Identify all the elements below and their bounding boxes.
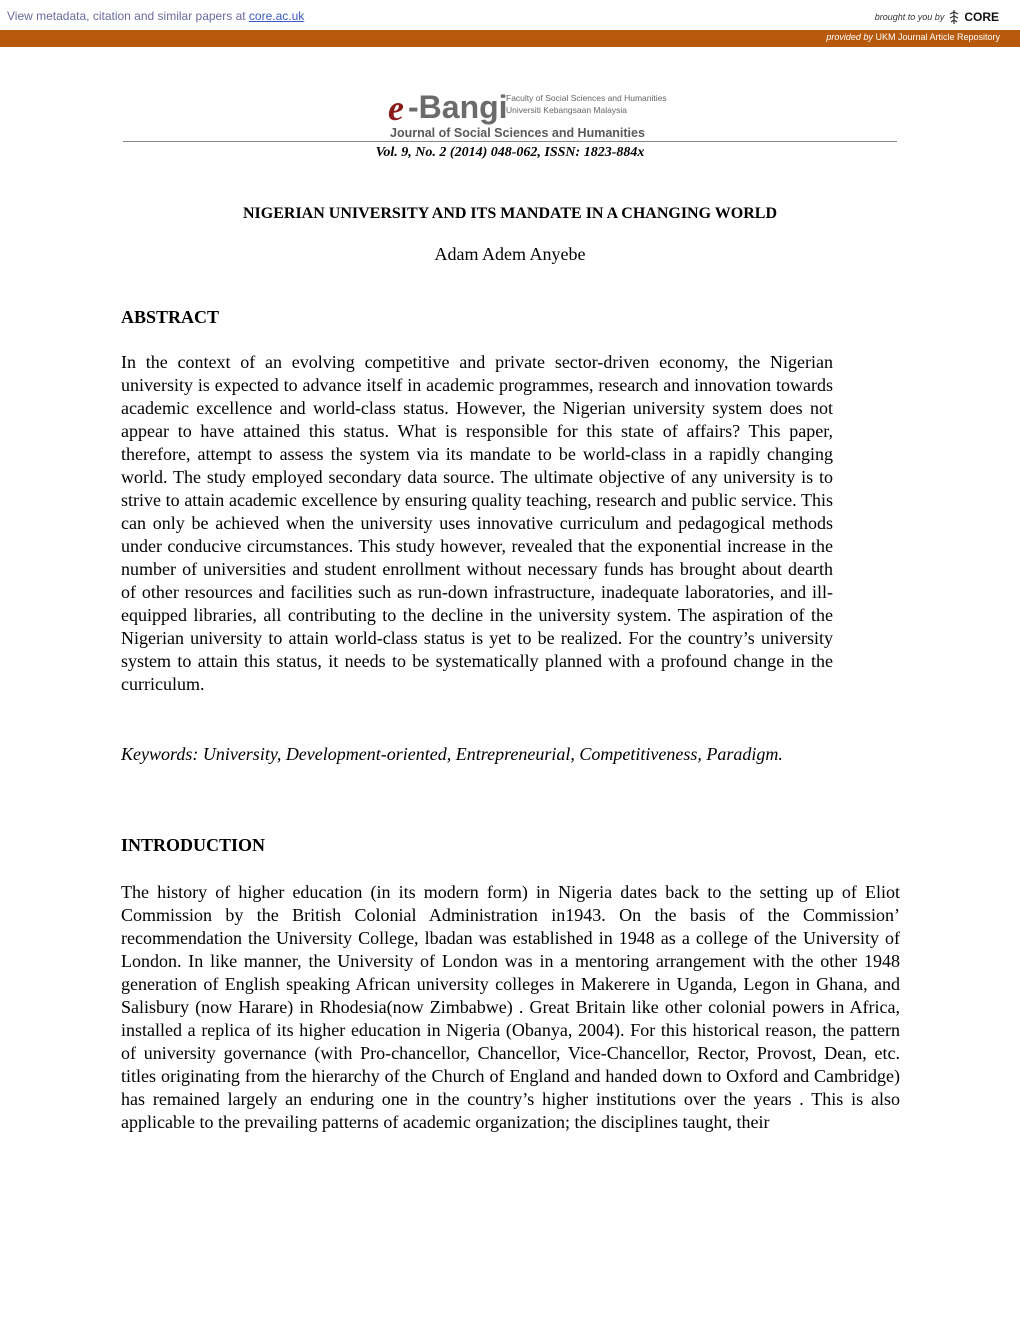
article-author: Adam Adem Anyebe (434, 244, 586, 264)
header-divider (123, 141, 897, 142)
core-brand[interactable] (875, 9, 999, 25)
core-banner (0, 0, 1020, 30)
abstract-heading: ABSTRACT (121, 307, 220, 327)
core-link[interactable]: core.ac.uk (248, 9, 305, 23)
provided-by (826, 32, 1000, 42)
core-label: CORE (964, 10, 999, 24)
introduction-heading: INTRODUCTION (121, 835, 266, 855)
logo-bangi: -Bangi (408, 89, 508, 125)
logo-university: Universiti Kebangsaan Malaysia (506, 105, 627, 115)
provided-by-label: provided by (826, 32, 873, 42)
journal-logo (386, 84, 676, 140)
logo-e: e (388, 88, 404, 128)
brought-text: brought to you by (874, 12, 945, 22)
repository-name[interactable]: UKM Journal Article Repository (875, 32, 1000, 42)
core-metadata-notice (7, 9, 304, 23)
repository-bar (0, 30, 1020, 47)
abstract-text: In the context of an evolving competitive and private sector-driven economy, the Nigerian university is expected to advance itself in academic programmes, research and innovation towards academic excellence and world-class status. However, the Nigerian university system does not appear to have attained this status. What is responsible for this state of affairs? This paper, therefore, attempt to assess the system via its mandate to be world-class in a rapidly changing world. The study employed secondary data source. The ultimate objective of any university is to strive to attain academic excellence by ensuring quality teaching, research and public service. This can only be achieved when the university uses innovative curriculum and pedagogical methods under conducive circumstances. This study however, revealed that the exponential increase in the number of universities and student enrollment without necessary funds has brought about dearth of other resources and facilities such as run-down infrastructure, inadequate laboratories, and ill-equipped libraries, all contributing to the decline in the university system. The aspiration of the Nigerian university to attain world-class status is yet to be realized. For the country’s university system to attain this status, it needs to be systematically planned with a profound change in the curriculum. (121, 352, 833, 694)
logo-faculty: Faculty of Social Sciences and Humanities (506, 93, 667, 103)
core-logo-icon (948, 9, 960, 25)
logo-journal-name: Journal of Social Sciences and Humanities (390, 126, 645, 140)
article-title: NIGERIAN UNIVERSITY AND ITS MANDATE IN A CHANGING WORLD (242, 205, 777, 222)
core-metadata-text: View metadata, citation and similar papers at (7, 9, 246, 23)
introduction-text: The history of higher education (in its modern form) in Nigeria dates back to the setting up of Eliot Commission by the British Colonial Administration in1943. On the basis of the Commission’ recommendation the University College, lbadan was established in 1948 as a college of the University of London. In like manner, the University of London was in a mentoring arrangement with the other 1948 generation of English speaking African university colleges in Makerere in Uganda, Legon in Ghana, and Salisbury (now Harare) in Rhodesia(now Zimbabwe) . Great Britain like other colonial powers in Africa, installed a replica of its higher education in Nigeria (Obanya, 2004). For this historical reason, the pattern of university governance (with Pro-chancellor, Chancellor, Vice-Chancellor, Rector, Provost, Dean, etc. titles originating from the hierarchy of the Church of England and handed down to Oxford and Cambridge) has remained largely an enduring one in the country’s higher institutions over the years . This is also applicable to the prevailing patterns of academic organization; the disciplines taught, their (121, 882, 900, 1132)
keywords: Keywords: University, Development-oriented, Entrepreneurial, Competitiveness, Paradigm. (121, 744, 783, 764)
volume-info: Vol. 9, No. 2 (2014) 048-062, ISSN: 1823-884x (375, 145, 645, 160)
